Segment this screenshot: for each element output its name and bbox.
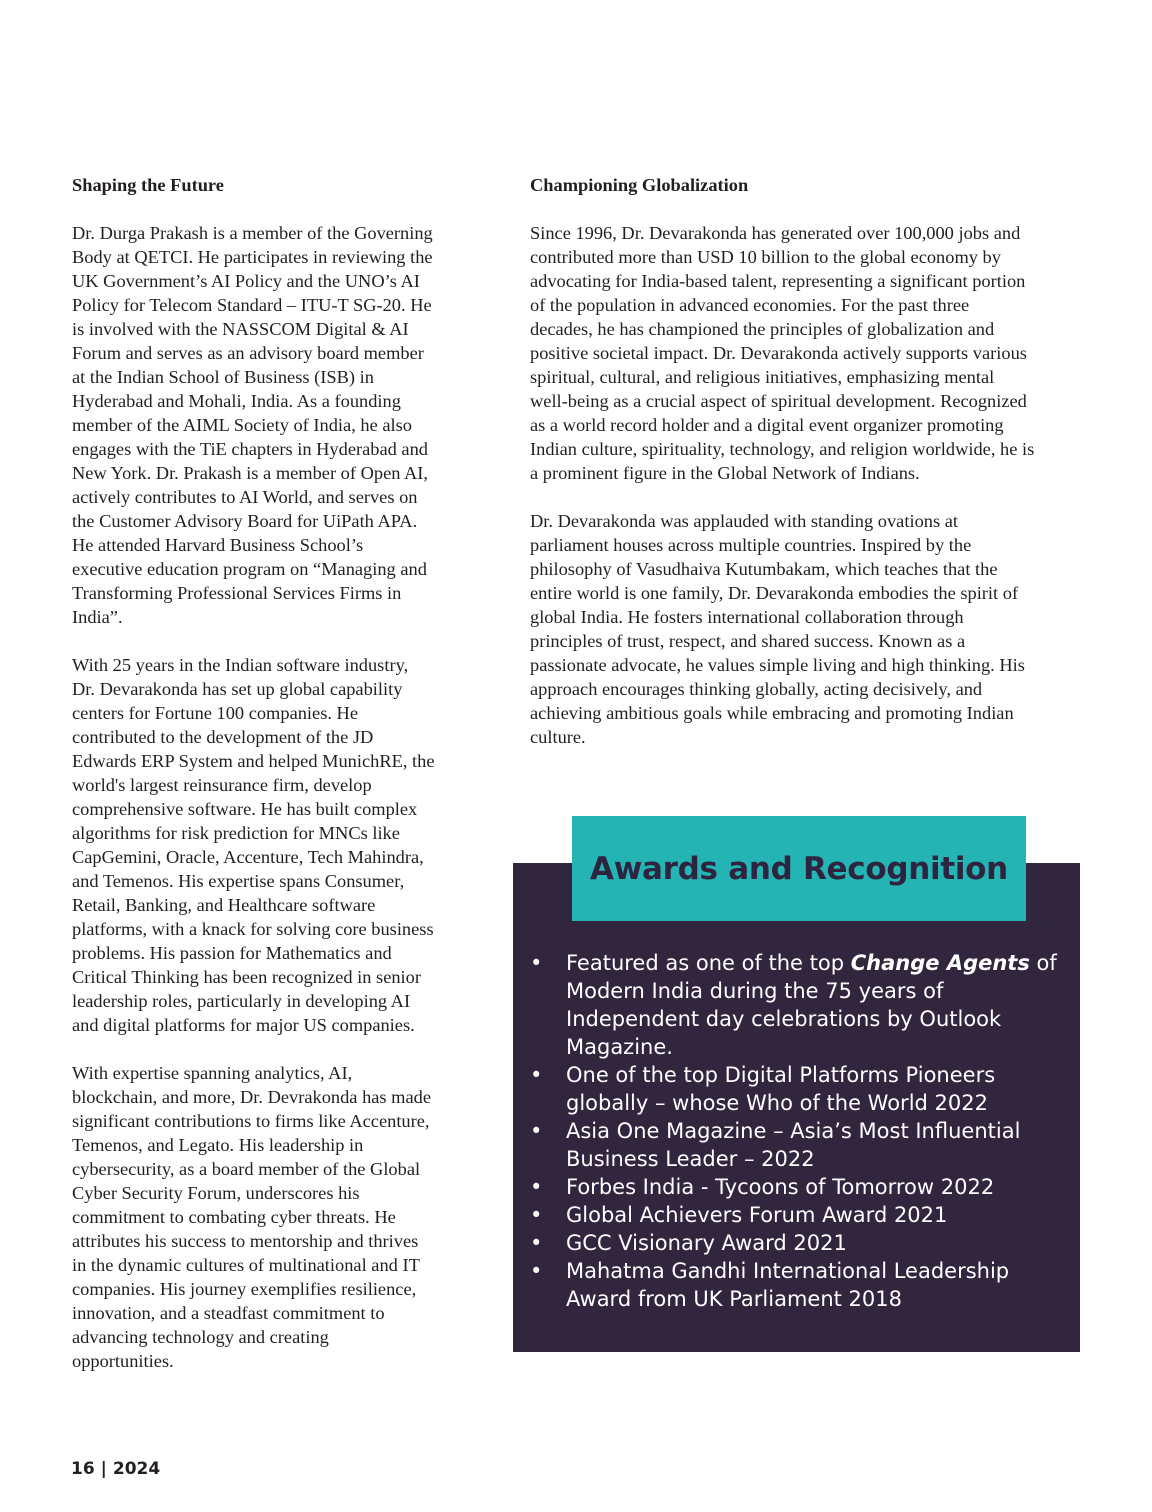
- paragraph: Dr. Durga Prakash is a member of the Governing Body at QETCI. He participates in reviewing the UK Government’s AI Policy and the UNO’s AI Policy for Telecom Standard – ITU-T SG-20. He is involved with the NASSCOM Digital & AI Forum and serves as an advisory board member at the Indian School of Business (ISB) in Hyderabad and Mohali, India. As a founding member of the AIML Society of India, he also engages with the TiE chapters in Hyderabad and New York. Dr. Prakash is a member of Open AI, actively contributes to AI World, and serves on the Customer Advisory Board for UiPath APA. He attended Harvard Business School’s executive education program on “Managing and Transforming Professional Services Firms in India”.: [72, 223, 433, 627]
- paragraph: Since 1996, Dr. Devarakonda has generated over 100,000 jobs and contributed more than USD 10 billion to the global economy by advocating for India-based talent, representing a significant portion of the population in advanced economies. For the past three decades, he has championed the principles of globalization and positive societal impact. Dr. Devarakonda actively supports various spiritual, cultural, and religious initiatives, emphasizing mental well-being as a crucial aspect of spiritual development. Recognized as a world record holder and a digital event organizer promoting Indian culture, spirituality, technology, and religion worldwide, he is a prominent figure in the Global Network of Indians.: [530, 223, 1035, 483]
- section-heading-shaping-the-future: Shaping the Future: [72, 175, 224, 195]
- award-text: of Modern India during the 75 years of Independent day celebrations by Outlook Magazine.: [566, 951, 1057, 1059]
- award-text: Featured as one of the top: [566, 951, 851, 975]
- award-text: Mahatma Gandhi International Leadership Award from UK Parliament 2018: [566, 1259, 1010, 1311]
- bullet-icon: •: [530, 1203, 543, 1227]
- award-text: One of the top Digital Platforms Pioneers globally – whose Who of the World 2022: [566, 1063, 996, 1115]
- page-footer: [71, 1459, 160, 1479]
- list-item: [530, 1173, 1070, 1201]
- list-item: [530, 1061, 1070, 1117]
- award-text: Asia One Magazine – Asia’s Most Influential Business Leader – 2022: [566, 1119, 1021, 1171]
- paragraph: With expertise spanning analytics, AI, blockchain, and more, Dr. Devrakonda has made significant contributions to firms like Accenture, Temenos, and Legato. His leadership in cybersecurity, as a board member of the Global Cyber Security Forum, underscores his commitment to combating cyber threats. He attributes his success to mentorship and thrives in the dynamic cultures of multinational and IT companies. His journey exemplifies resilience, innovation, and a steadfast commitment to advancing technology and creating opportunities.: [72, 1063, 432, 1371]
- footer-separator: |: [100, 1459, 107, 1479]
- list-item: [530, 949, 1070, 1061]
- list-item: [530, 1229, 1070, 1257]
- footer-year: 2024: [112, 1459, 161, 1479]
- list-item: [530, 1117, 1070, 1173]
- award-emphasis: Change Agents: [850, 951, 1030, 975]
- right-column: [530, 173, 1082, 773]
- list-item: [530, 1201, 1070, 1229]
- paragraph: Dr. Devarakonda was applauded with standing ovations at parliament houses across multiple countries. Inspired by the philosophy of Vasudhaiva Kutumbakam, which teaches that the entire world is one family, Dr. Devarakonda embodies the spirit of global India. He fosters international collaboration through principles of trust, respect, and shared success. Known as a passionate advocate, he values simple living and high thinking. His approach encourages thinking globally, acting decisively, and achieving ambitious goals while embracing and promoting Indian culture.: [530, 511, 1025, 747]
- page-number: 16: [71, 1459, 95, 1479]
- bullet-icon: •: [530, 1063, 543, 1087]
- paragraph: With 25 years in the Indian software industry, Dr. Devarakonda has set up global capability centers for Fortune 100 companies. He contributed to the development of the JD Edwards ERP System and helped MunichRE, the world's largest reinsurance firm, develop comprehensive software. He has built complex algorithms for risk prediction for MNCs like CapGemini, Oracle, Accenture, Tech Mahindra, and Temenos. His expertise spans Consumer, Retail, Banking, and Healthcare software platforms, with a knack for solving core business problems. His passion for Mathematics and Critical Thinking has been recognized in senior leadership roles, particularly in developing AI and digital platforms for major US companies.: [72, 655, 435, 1035]
- bullet-icon: •: [530, 951, 543, 975]
- bullet-icon: •: [530, 1119, 543, 1143]
- awards-list: [530, 949, 1070, 1313]
- list-item: [530, 1257, 1070, 1313]
- awards-title-banner: [572, 816, 1026, 921]
- award-text: Forbes India - Tycoons of Tomorrow 2022: [566, 1175, 995, 1199]
- bullet-icon: •: [530, 1259, 543, 1283]
- bullet-icon: •: [530, 1231, 543, 1255]
- section-heading-championing-globalization: Championing Globalization: [530, 175, 749, 195]
- award-text: Global Achievers Forum Award 2021: [566, 1203, 948, 1227]
- bullet-icon: •: [530, 1175, 543, 1199]
- left-column: [72, 173, 472, 1397]
- award-text: GCC Visionary Award 2021: [566, 1231, 847, 1255]
- awards-title: Awards and Recognition: [590, 850, 1008, 887]
